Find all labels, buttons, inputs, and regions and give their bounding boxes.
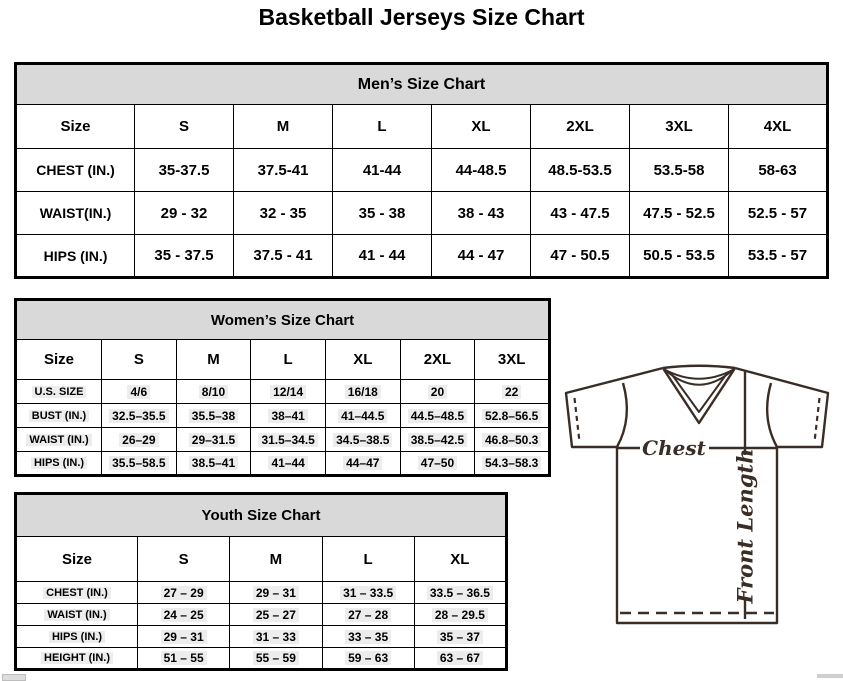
table-row (16, 380, 550, 404)
size-value: 29 – 31 (161, 630, 207, 644)
value-cell (230, 648, 322, 670)
jersey-collar (663, 366, 735, 423)
row-label: HEIGHT (IN.) (41, 652, 113, 664)
size-value: 47–50 (418, 456, 457, 470)
value-cell (251, 404, 326, 428)
row-label-cell (16, 380, 102, 404)
size-value: 50.5 - 53.5 (643, 247, 715, 264)
size-column-label: Size (16, 537, 138, 582)
value-cell (531, 235, 630, 278)
value-cell (333, 192, 432, 235)
size-value: 31 – 33 (253, 630, 299, 644)
size-value: 52.8–56.5 (482, 409, 541, 423)
column-header: L (333, 105, 432, 149)
column-header: 3XL (475, 340, 550, 380)
value-cell (400, 452, 475, 476)
table-row (16, 149, 828, 192)
value-cell (230, 626, 322, 648)
size-value: 41 - 44 (358, 247, 406, 264)
size-value: 31.5–34.5 (258, 433, 317, 447)
value-cell (729, 235, 828, 278)
value-cell (102, 380, 177, 404)
value-cell (475, 428, 550, 452)
value-cell (138, 648, 230, 670)
column-header: XL (432, 105, 531, 149)
size-value: 53.5 - 57 (747, 247, 808, 264)
row-label-cell (16, 648, 138, 670)
value-cell (234, 149, 333, 192)
row-label: CHEST (IN.) (43, 587, 111, 599)
size-value: 53.5-58 (653, 161, 705, 179)
jersey-diagram (560, 362, 835, 627)
jersey-outline-icon (566, 368, 828, 623)
table-row (16, 582, 507, 604)
size-value: 4/6 (127, 385, 150, 399)
value-cell (400, 380, 475, 404)
column-header: M (234, 105, 333, 149)
row-label-cell (16, 404, 102, 428)
column-header: 3XL (630, 105, 729, 149)
row-label-cell (16, 235, 135, 278)
row-label-cell (16, 149, 135, 192)
size-column-label: Size (16, 340, 102, 380)
row-label: CHEST (IN.) (36, 162, 115, 178)
row-label-cell (16, 192, 135, 235)
column-header: 2XL (531, 105, 630, 149)
value-cell (322, 582, 414, 604)
size-value: 55 – 59 (253, 651, 299, 665)
row-label-cell (16, 604, 138, 626)
size-value: 22 (502, 385, 521, 399)
page-title: Basketball Jerseys Size Chart (258, 4, 585, 30)
size-value: 28 – 29.5 (432, 608, 488, 622)
size-value: 46.8–50.3 (482, 433, 541, 447)
youth-size-table (14, 492, 508, 671)
size-value: 32 - 35 (259, 204, 307, 222)
size-value: 32.5–35.5 (109, 409, 168, 423)
size-value: 31 – 33.5 (340, 586, 396, 600)
size-value: 35 - 37.5 (154, 247, 214, 264)
table-row (16, 452, 550, 476)
mens-size-table (14, 62, 829, 279)
size-value: 20 (428, 385, 447, 399)
value-cell (414, 626, 506, 648)
size-value: 26–29 (119, 433, 158, 447)
row-label-cell (16, 582, 138, 604)
value-cell (414, 604, 506, 626)
horizontal-scrollbar-right-piece[interactable] (817, 674, 843, 678)
value-cell (432, 192, 531, 235)
size-value: 8/10 (199, 385, 228, 399)
row-label-cell (16, 452, 102, 476)
row-label: WAIST(IN.) (39, 205, 112, 221)
value-cell (251, 452, 326, 476)
value-cell (325, 428, 400, 452)
table-row (16, 428, 550, 452)
size-value: 54.3–58.3 (482, 456, 541, 470)
value-cell (322, 604, 414, 626)
size-value: 44 - 47 (457, 247, 505, 264)
value-cell (475, 380, 550, 404)
chest-label: Chest (642, 436, 706, 460)
value-cell (135, 192, 234, 235)
size-value: 35.5–38 (189, 409, 238, 423)
value-cell (138, 626, 230, 648)
size-value: 34.5–38.5 (333, 433, 392, 447)
value-cell (102, 428, 177, 452)
sleeve-stitch-line-right (815, 398, 820, 442)
size-value: 16/18 (345, 385, 381, 399)
value-cell (475, 404, 550, 428)
value-cell (322, 648, 414, 670)
size-value: 35.5–58.5 (109, 456, 168, 470)
size-value: 37.5-41 (257, 161, 309, 179)
value-cell (630, 192, 729, 235)
size-value: 29 - 32 (160, 204, 208, 222)
table-title: Youth Size Chart (16, 494, 507, 537)
value-cell (251, 428, 326, 452)
value-cell (400, 428, 475, 452)
value-cell (102, 452, 177, 476)
size-value: 58-63 (758, 161, 797, 179)
value-cell (176, 452, 251, 476)
value-cell (414, 582, 506, 604)
size-value: 33 – 35 (345, 630, 391, 644)
value-cell (729, 192, 828, 235)
value-cell (333, 235, 432, 278)
size-column-label: Size (16, 105, 135, 149)
value-cell (176, 428, 251, 452)
size-value: 48.5-53.5 (548, 161, 612, 179)
row-label: HIPS (IN.) (43, 247, 108, 264)
sleeve-stitch-line-left (575, 398, 580, 442)
value-cell (102, 404, 177, 428)
size-value: 41–44.5 (338, 409, 387, 423)
table-row (16, 604, 507, 626)
value-cell (138, 582, 230, 604)
size-value: 25 – 27 (253, 608, 299, 622)
value-cell (325, 380, 400, 404)
value-cell (322, 626, 414, 648)
value-cell (333, 149, 432, 192)
table-title: Men’s Size Chart (16, 64, 828, 105)
table-row (16, 192, 828, 235)
column-header: S (135, 105, 234, 149)
value-cell (176, 380, 251, 404)
value-cell (251, 380, 326, 404)
size-value: 51 – 55 (161, 651, 207, 665)
size-value: 47 - 50.5 (550, 247, 610, 264)
column-header: XL (325, 340, 400, 380)
size-value: 38.5–42.5 (408, 433, 467, 447)
value-cell (531, 149, 630, 192)
size-value: 63 – 67 (437, 651, 483, 665)
size-value: 27 – 28 (345, 608, 391, 622)
row-label: BUST (IN.) (29, 410, 89, 422)
value-cell (432, 235, 531, 278)
front-length-label: Front Length (732, 448, 758, 604)
value-cell (234, 235, 333, 278)
column-header: S (138, 537, 230, 582)
value-cell (630, 149, 729, 192)
value-cell (325, 452, 400, 476)
column-header: 2XL (400, 340, 475, 380)
value-cell (414, 648, 506, 670)
size-value: 38–41 (268, 409, 307, 423)
womens-size-table (14, 298, 551, 477)
value-cell (176, 404, 251, 428)
row-label-cell (16, 626, 138, 648)
size-value: 44-48.5 (455, 161, 507, 179)
size-value: 12/14 (270, 385, 306, 399)
size-value: 35 - 38 (358, 204, 406, 222)
size-value: 24 – 25 (161, 608, 207, 622)
value-cell (234, 192, 333, 235)
size-value: 35-37.5 (158, 161, 210, 179)
column-header: S (102, 340, 177, 380)
column-header: L (251, 340, 326, 380)
size-value: 29 – 31 (253, 586, 299, 600)
column-header: M (230, 537, 322, 582)
value-cell (325, 404, 400, 428)
size-value: 27 – 29 (161, 586, 207, 600)
column-header: XL (414, 537, 506, 582)
column-header: M (176, 340, 251, 380)
value-cell (531, 192, 630, 235)
value-cell (475, 452, 550, 476)
value-cell (400, 404, 475, 428)
row-label: U.S. SIZE (32, 386, 87, 398)
value-cell (729, 149, 828, 192)
size-value: 38.5–41 (189, 456, 238, 470)
column-header: 4XL (729, 105, 828, 149)
table-row (16, 404, 550, 428)
value-cell (230, 582, 322, 604)
table-row (16, 648, 507, 670)
value-cell (135, 149, 234, 192)
value-cell (432, 149, 531, 192)
size-value: 38 - 43 (457, 204, 505, 222)
size-value: 44.5–48.5 (408, 409, 467, 423)
table-title: Women’s Size Chart (16, 300, 550, 340)
row-label: WAIST (IN.) (26, 434, 91, 446)
horizontal-scrollbar-left-piece[interactable] (2, 674, 26, 681)
row-label: HIPS (IN.) (49, 631, 105, 643)
size-value: 29–31.5 (189, 433, 238, 447)
size-value: 33.5 – 36.5 (427, 586, 493, 600)
table-row (16, 235, 828, 278)
row-label-cell (16, 428, 102, 452)
size-value: 44–47 (343, 456, 382, 470)
table-row (16, 626, 507, 648)
value-cell (230, 604, 322, 626)
row-label: HIPS (IN.) (31, 457, 87, 469)
size-value: 37.5 - 41 (253, 247, 313, 264)
size-value: 52.5 - 57 (747, 204, 808, 222)
value-cell (138, 604, 230, 626)
size-value: 47.5 - 52.5 (643, 204, 715, 222)
size-value: 59 – 63 (345, 651, 391, 665)
size-value: 41–44 (268, 456, 307, 470)
value-cell (135, 235, 234, 278)
column-header: L (322, 537, 414, 582)
value-cell (630, 235, 729, 278)
size-value: 35 – 37 (437, 630, 483, 644)
size-value: 41-44 (362, 161, 402, 179)
size-value: 43 - 47.5 (550, 204, 610, 222)
row-label: WAIST (IN.) (44, 609, 109, 621)
